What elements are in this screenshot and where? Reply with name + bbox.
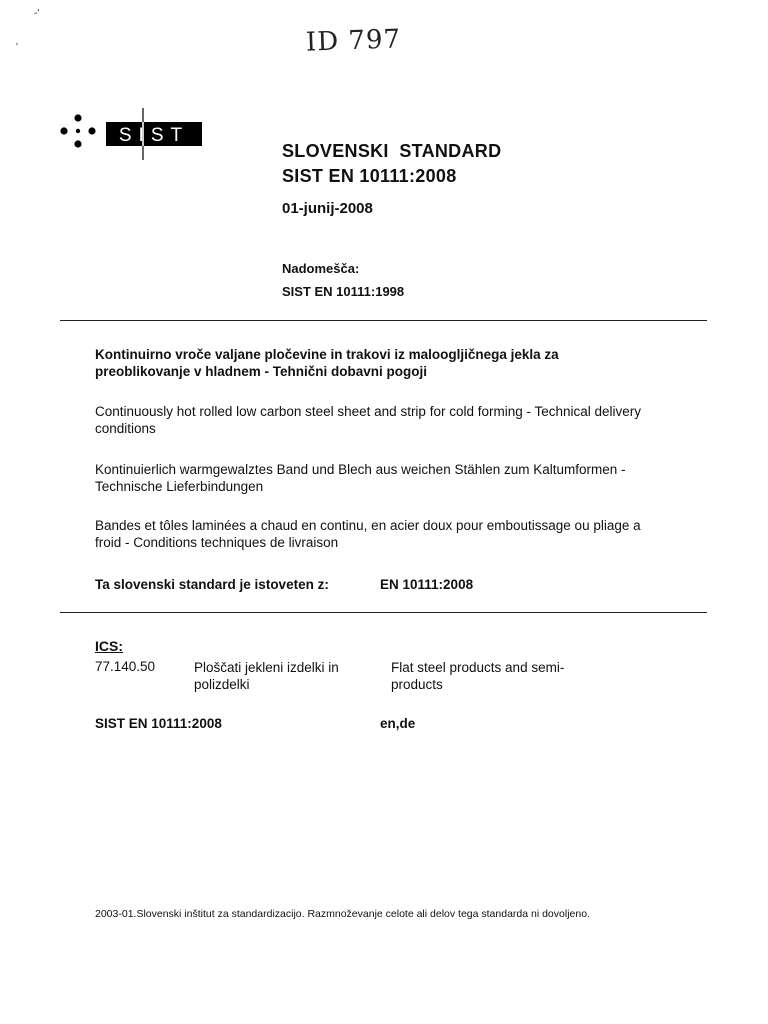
title-slovenian: Kontinuirno vroče valjane pločevine in trakovi iz malooglјičnega jekla za preoblikovanje v hladnem - Tehnični dobavni pogoji (95, 347, 559, 379)
ics-description-english: Flat steel products and semi-products (391, 660, 565, 692)
identical-value: EN 10111:2008 (380, 577, 474, 592)
logo-text: SIST (118, 125, 190, 146)
footer-standard-id: SIST EN 10111:2008 (95, 716, 222, 731)
ics-description-slovenian: Ploščati jekleni izdelki in polizdelki (194, 660, 339, 692)
replaces-value: SIST EN 10111:1998 (282, 284, 405, 299)
title-english: Continuously hot rolled low carbon steel sheet and strip for cold forming - Technical delivery conditions (95, 404, 642, 436)
logo-dot (76, 129, 80, 133)
footer-languages: en,de (380, 716, 416, 731)
scan-speck: -' (34, 8, 40, 19)
divider (60, 612, 707, 613)
ics-label: ICS: (95, 638, 123, 654)
sist-logo (58, 106, 208, 162)
copyright-notice: 2003-01.Slovenski inštitut za standardizacijo. Razmnoževanje celote ali delov tega standarda ni dovoljeno. (95, 908, 590, 920)
standard-heading: SLOVENSKI STANDARD (282, 141, 502, 161)
handwritten-note: ID 797 (305, 24, 402, 58)
scan-speck: ' (16, 42, 18, 53)
standard-number: SIST EN 10111:2008 (282, 166, 457, 186)
title-french: Bandes et tôles laminées a chaud en continu, en acier doux pour emboutissage ou pliage a froid - Conditions techniques de livraison (95, 518, 641, 550)
divider (60, 320, 707, 321)
identical-label: Ta slovenski standard je istoveten z: (95, 577, 329, 592)
logo-dot (74, 140, 81, 147)
logo-dot (88, 127, 95, 134)
logo-dot (74, 114, 81, 121)
publication-date: 01-junij-2008 (282, 200, 373, 217)
logo-dot (60, 127, 67, 134)
title-german: Kontinuierlich warmgewalztes Band und Blech aus weichen Stählen zum Kaltumformen - Technische Lieferbindungen (95, 462, 626, 494)
replaces-label: Nadomešča: (282, 261, 360, 276)
ics-code: 77.140.50 (95, 659, 156, 674)
